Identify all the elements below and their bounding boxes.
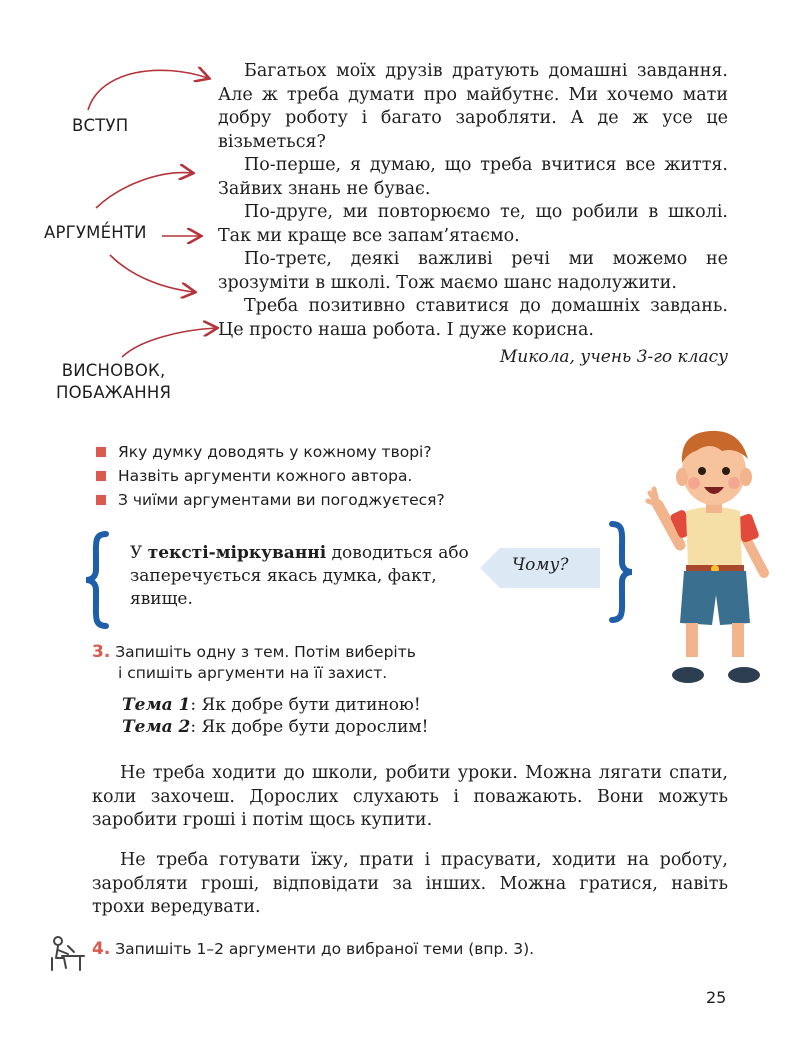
essay-paragraph: Багатьох моїх друзів дратують домашні завдання. Але ж треба думати про майбутнє. Ми хочемо мати добру роботу і багато заробляти. А де ж усе це візьметься? bbox=[218, 61, 728, 152]
question-item: Назвіть аргументи кожного автора. bbox=[96, 464, 445, 488]
essay bbox=[218, 60, 728, 370]
bullet-square-icon bbox=[96, 495, 106, 505]
page-number: 25 bbox=[706, 988, 727, 1007]
writing-desk-icon bbox=[46, 934, 86, 974]
left-brace-icon bbox=[80, 530, 112, 630]
essay-paragraph: По-третє, деякі важливі речі ми можемо не зрозуміти в школі. Тож маємо шанс надолужити. bbox=[218, 249, 728, 293]
question-item: З чиїми аргументами ви погоджуєтеся? bbox=[96, 488, 445, 512]
question-item: Яку думку доводять у кожному творі? bbox=[96, 440, 445, 464]
arrow-argument-3 bbox=[110, 255, 194, 292]
question-list bbox=[96, 440, 445, 512]
label-conclusion-line2: ПОБАЖАННЯ bbox=[56, 383, 172, 402]
theme-2: Тема 2: Як добре бути дорослим! bbox=[122, 717, 429, 737]
right-brace-icon bbox=[606, 520, 638, 624]
themes bbox=[122, 694, 428, 738]
bullet-square-icon bbox=[96, 447, 106, 457]
exercise-number: 4. bbox=[92, 939, 111, 959]
arrow-conclusion bbox=[122, 328, 216, 357]
essay-paragraph: Треба позитивно ставитися до домашніх завдань. Це просто наша робота. І дуже корисна. bbox=[218, 296, 728, 340]
arrow-argument-1 bbox=[96, 173, 192, 208]
exercise-4: 4. Запишіть 1–2 аргументи до вибраної теми (впр. 3). bbox=[92, 939, 535, 959]
structure-arrows bbox=[0, 0, 240, 360]
label-arguments: АРГУМЕ́НТИ bbox=[44, 223, 147, 242]
essay-paragraph: По-друге, ми повторюємо те, що робили в школі. Так ми краще все запам’ятаємо. bbox=[218, 202, 728, 246]
rule-term: тексті-міркуванні bbox=[147, 543, 327, 563]
text-paragraph-1: Не треба ходити до школи, робити уроки. Можна лягати спати, коли захочеш. Дорослих слухають і поважають. Вони можуть заробити гроші і потім щось купити. bbox=[92, 763, 728, 830]
label-conclusion-line1: ВИСНОВОК, bbox=[61, 361, 166, 380]
essay-signature: Микола, учень 3-го класу bbox=[499, 347, 728, 367]
arrow-intro bbox=[88, 70, 208, 110]
exercise-3: 3. Запишіть одну з тем. Потім виберіть і спишіть аргументи на її захист. bbox=[92, 642, 416, 682]
text-paragraph-2: Не треба готувати їжу, прати і прасувати, ходити на роботу, заробляти гроші, відповідати за інших. Можна гратися, навіть трохи вередувати. bbox=[92, 850, 728, 917]
bullet-square-icon bbox=[96, 471, 106, 481]
theme-1: Тема 1: Як добре бути дитиною! bbox=[122, 695, 421, 715]
label-intro: ВСТУП bbox=[72, 116, 129, 135]
boy-illustration bbox=[640, 425, 780, 690]
exercise-number: 3. bbox=[92, 642, 111, 662]
essay-paragraph: По-перше, я думаю, що треба вчитися все життя. Зайвих знань не буває. bbox=[218, 155, 728, 199]
callout-text: Чому? bbox=[512, 555, 569, 575]
label-conclusion bbox=[56, 360, 171, 404]
rule-definition: У тексті-міркуванні доводиться або заперечується якась думка, факт, явище. bbox=[130, 543, 469, 609]
